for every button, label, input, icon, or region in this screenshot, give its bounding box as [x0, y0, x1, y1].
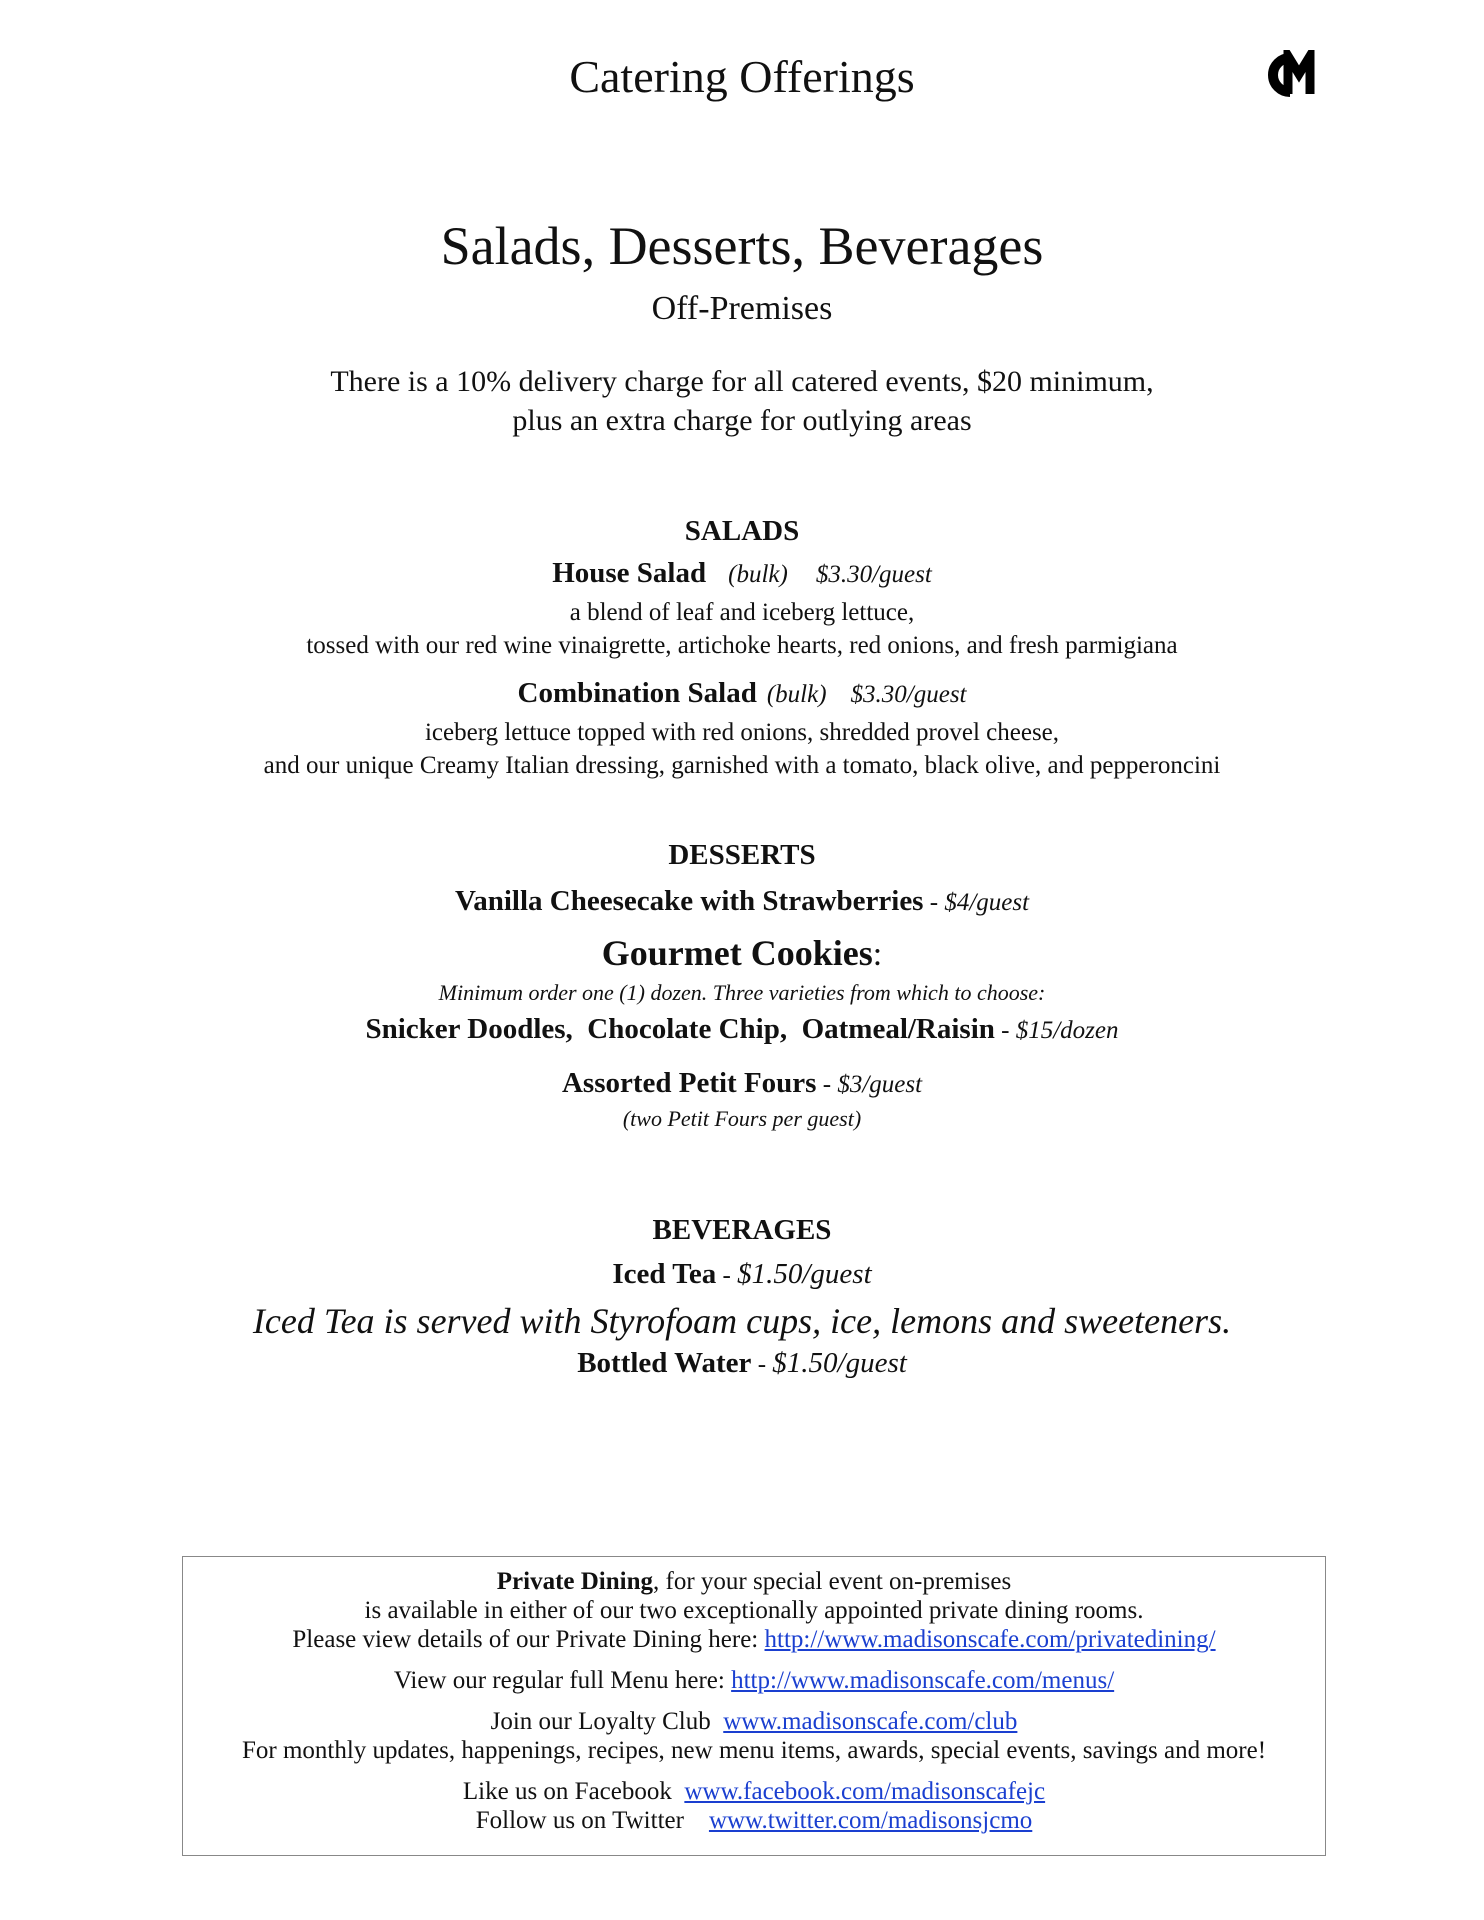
menu-link-text: View our regular full Menu here: [393, 1667, 732, 1694]
menu-link[interactable]: http://www.madisonscafe.com/menus/ [731, 1667, 1115, 1694]
house-salad-qualifier: (bulk) [728, 561, 788, 588]
bottled-water-price: $1.50/guest [772, 1347, 907, 1379]
gourmet-cookies-line [0, 932, 1484, 974]
iced-tea-name: Iced Tea [612, 1258, 717, 1290]
beverages-heading: BEVERAGES [652, 1214, 832, 1246]
page-subtitle: Off-Premises [651, 290, 833, 327]
combination-salad-qualifier: (bulk) [766, 681, 827, 708]
facebook-link-text: Like us on Facebook [462, 1778, 685, 1805]
house-salad-desc-line2: tossed with our red wine vinaigrette, artichoke hearts, red onions, and fresh parmigiana [306, 632, 1178, 659]
twitter-line [183, 1806, 1325, 1835]
iced-tea-price: $1.50/guest [737, 1258, 872, 1290]
gourmet-cookies-price: $15/dozen [1015, 1017, 1119, 1044]
gourmet-cookies-name: Gourmet Cookies [601, 933, 873, 973]
page-title: Salads, Desserts, Beverages [440, 216, 1044, 276]
bottled-water-separator: - [751, 1351, 773, 1378]
loyalty-line2: For monthly updates, happenings, recipes, new menu items, awards, special events, savings and more! [241, 1737, 1267, 1764]
iced-tea-separator: - [716, 1262, 738, 1289]
private-dining-link-text: Please view details of our Private Dining here: [292, 1626, 765, 1653]
twitter-link-text: Follow us on Twitter [475, 1807, 709, 1834]
private-dining-line3 [183, 1625, 1325, 1654]
salads-heading: SALADS [684, 515, 800, 547]
private-dining-line1 [183, 1567, 1325, 1596]
private-dining-label: Private Dining [496, 1568, 654, 1595]
combination-salad-description [0, 716, 1484, 782]
combination-salad-price: $3.30/guest [850, 681, 967, 708]
petit-fours-price: $3/guest [837, 1071, 923, 1098]
bottled-water-line [0, 1347, 1484, 1381]
private-dining-rest: , for your special event on-premises [653, 1568, 1012, 1595]
cm-logo-icon [1268, 50, 1324, 100]
gourmet-cookies-minimum: Minimum order one (1) dozen. Three varieties from which to choose: [438, 980, 1046, 1005]
gourmet-cookies-varieties-line [0, 1013, 1484, 1047]
cheesecake-separator: - [923, 889, 945, 916]
house-salad-name: House Salad [552, 557, 707, 589]
house-salad-price: $3.30/guest [815, 561, 932, 588]
info-box [182, 1556, 1326, 1856]
house-salad-line [0, 557, 1484, 590]
loyalty-line [183, 1707, 1325, 1736]
loyalty-link-text: Join our Loyalty Club [490, 1708, 724, 1735]
combination-salad-name: Combination Salad [517, 677, 757, 709]
combination-salad-desc-line2: and our unique Creamy Italian dressing, garnished with a tomato, black olive, and pepperoncini [263, 752, 1221, 779]
menu-line [183, 1666, 1325, 1695]
desserts-heading: DESSERTS [668, 839, 816, 871]
combination-salad-desc-line1: iceberg lettuce topped with red onions, shredded provel cheese, [424, 719, 1060, 746]
cheesecake-price: $4/guest [944, 889, 1030, 916]
loyalty-link[interactable]: www.madisonscafe.com/club [723, 1708, 1018, 1735]
gourmet-cookies-separator: - [994, 1017, 1016, 1044]
bottled-water-name: Bottled Water [577, 1347, 752, 1379]
delivery-note-line1: There is a 10% delivery charge for all catered events, $20 minimum, [330, 365, 1154, 398]
petit-fours-line [0, 1067, 1484, 1101]
petit-fours-note: (two Petit Fours per guest) [622, 1106, 862, 1131]
delivery-note [0, 362, 1484, 440]
facebook-link[interactable]: www.facebook.com/madisonscafejc [684, 1778, 1046, 1805]
gourmet-cookies-colon: : [872, 936, 883, 973]
header-title: Catering Offerings [569, 51, 915, 102]
iced-tea-note: Iced Tea is served with Styrofoam cups, ice, lemons and sweeteners. [252, 1301, 1232, 1341]
petit-fours-separator: - [816, 1071, 838, 1098]
private-dining-link[interactable]: http://www.madisonscafe.com/privatedining/ [764, 1626, 1216, 1653]
private-dining-line2: is available in either of our two exceptionally appointed private dining rooms. [364, 1597, 1144, 1624]
house-salad-desc-line1: a blend of leaf and iceberg lettuce, [569, 599, 915, 626]
cheesecake-name: Vanilla Cheesecake with Strawberries [454, 885, 924, 917]
petit-fours-name: Assorted Petit Fours [561, 1067, 817, 1099]
combination-salad-line [0, 677, 1484, 710]
cheesecake-line [0, 885, 1484, 919]
gourmet-cookies-varieties: Snicker Doodles, Chocolate Chip, Oatmeal/Raisin [365, 1013, 995, 1045]
delivery-note-line2: plus an extra charge for outlying areas [512, 404, 972, 437]
house-salad-description [0, 596, 1484, 662]
facebook-line [183, 1777, 1325, 1806]
iced-tea-line [0, 1258, 1484, 1292]
twitter-link[interactable]: www.twitter.com/madisonsjcmo [708, 1807, 1033, 1834]
